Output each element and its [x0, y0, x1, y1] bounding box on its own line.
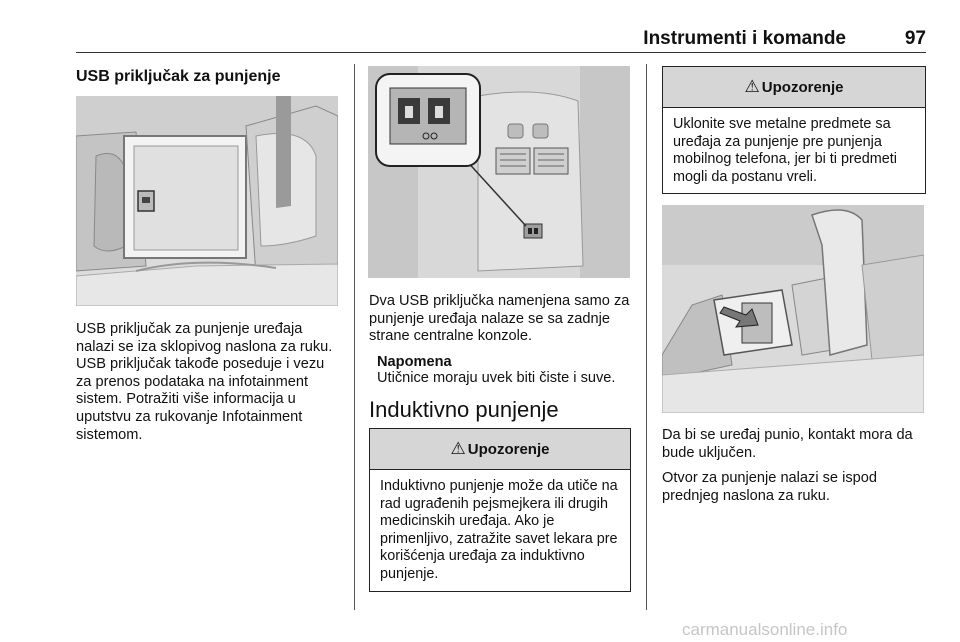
warning-box-inductive: [369, 428, 631, 592]
page-number: 97: [904, 28, 926, 49]
section-heading-inductive: Induktivno punjenje: [369, 397, 559, 423]
charger-location-paragraph: Otvor za punjenje nalazi se ispod prednjeg naslona za ruku.: [662, 470, 877, 504]
warning-triangle-icon: ⚠: [450, 439, 466, 458]
column-3-text: [662, 427, 928, 505]
rear-usb-paragraph: Dva USB priključka namenjena samo za punjenje uređaja nalaze se sa zadnje strane centralne konzole.: [369, 293, 630, 345]
warning-header: [370, 429, 630, 470]
figure-inductive-charger: [662, 205, 924, 413]
column-divider-right: [646, 64, 647, 610]
ignition-paragraph: Da bi se uređaj punio, kontakt mora da bude uključen.: [662, 427, 913, 461]
warning-title: Upozorenje: [761, 78, 844, 96]
inductive-charger-illustration: [662, 205, 924, 413]
watermark: carmanualsonline.info: [682, 620, 848, 639]
column-1: [76, 68, 342, 86]
warning-box-metal: [662, 66, 926, 194]
column-divider-left: [354, 64, 355, 610]
usb-paragraph: USB priključak za punjenje uređaja nalazi se iza sklopivog naslona za ruku. USB priključak takođe poseduje i vezu za prenos podataka na infotainment sistem. Potražiti više informacija u uputstvu za rukovanje Infotainment sistemom.: [76, 321, 333, 443]
warning-triangle-icon: ⚠: [744, 77, 760, 96]
header-title: Instrumenti i komande: [643, 28, 846, 49]
page-header: [76, 28, 926, 53]
note-title: Napomena: [377, 353, 452, 370]
usb-armrest-illustration: [76, 96, 338, 306]
figure-usb-armrest: [76, 96, 338, 306]
section-heading-usb: USB priključak za punjenje: [76, 68, 281, 85]
warning-text: Induktivno punjenje može da utiče na rad ugrađenih pejsmejkera ili drugih medicinskih uređaja. Ako je primenljivo, zatražite savet lekara pre korišćenja uređaja za induktivno punjenje.: [380, 478, 618, 582]
figure-rear-console: [368, 66, 630, 278]
warning-title: Upozorenje: [467, 440, 550, 458]
warning-header: [663, 67, 925, 108]
column-1-text: [76, 321, 342, 444]
rear-console-illustration: [368, 66, 630, 278]
column-2-text: [369, 293, 635, 423]
warning-text: Uklonite sve metalne predmete sa uređaja za punjenje pre punjenja mobilnog telefona, jer bi ti predmeti mogli da postanu vreli.: [673, 116, 897, 185]
note-text: Utičnice moraju uvek biti čiste i suve.: [377, 369, 616, 386]
